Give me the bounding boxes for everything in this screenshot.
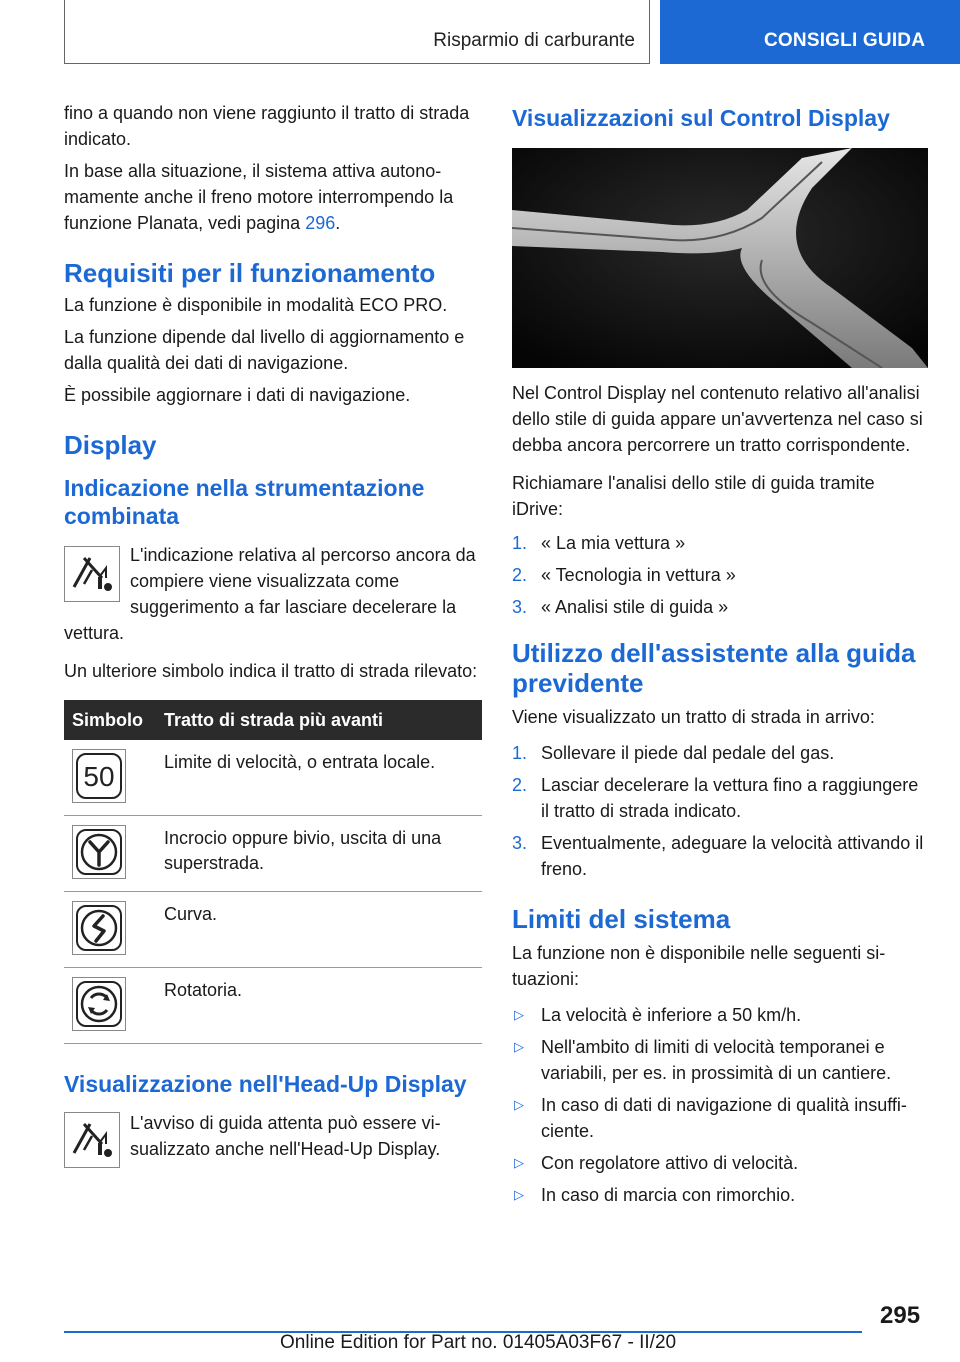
left-column [64, 100, 482, 1170]
table-row-description: Rotatoria. [164, 980, 243, 1000]
road-curve-image [512, 148, 928, 368]
table-row [64, 892, 482, 968]
control-display-paragraph-2: Richiamare l'analisi dello stile di guida tramite iDrive: [512, 473, 875, 519]
table-row [64, 740, 482, 816]
speed-limit-50-icon [72, 749, 126, 803]
page-number: 295 [880, 1302, 921, 1329]
list-text: Eventualmente, adeguare la velocità attivando il freno. [541, 833, 924, 879]
list-text: In caso di marcia con rimorchio. [541, 1185, 796, 1205]
list-number: 3. [512, 597, 528, 617]
table-row-description: Curva. [164, 904, 218, 924]
list-number: 3. [512, 833, 528, 853]
triangle-bullet-icon: ▷ [514, 1155, 524, 1170]
anticipatory-assist-icon [64, 1112, 120, 1168]
list-number: 2. [512, 565, 528, 585]
table-row-description: Limite di velocità, o entrata locale. [164, 752, 436, 772]
symbol-column-header: Simbolo [72, 710, 143, 730]
list-text: « Tecnologia in vettura » [541, 565, 736, 585]
intro-paragraph-1: fino a quando non viene raggiunto il tratto di strada indicato. [64, 103, 470, 149]
triangle-bullet-icon: ▷ [514, 1007, 524, 1022]
header-chapter-label: CONSIGLI GUIDA [764, 30, 926, 51]
requirements-paragraph-1: La funzione è disponibile in modalità ECO PRO. [64, 295, 448, 315]
roundabout-icon [72, 977, 126, 1031]
intro-paragraph-2-text: In base alla situazione, il sistema attiva autonomamente anche il freno motore interrompendo la funzione Planata, vedi pagina [64, 161, 454, 233]
hud-block [64, 1110, 482, 1162]
list-text: Nell'ambito di limiti di velocità temporanei e variabili, per es. in prossimità di un cantiere. [541, 1037, 892, 1083]
hud-heading: Visualizzazione nell'Head-Up Display [64, 1071, 467, 1097]
symbol-intro-paragraph: Un ulteriore simbolo indica il tratto di strada rilevato: [64, 661, 478, 681]
list-text: Lasciar decelerare la vettura fino a raggiungere il tratto di strada indicato. [541, 775, 919, 821]
page-link-296[interactable]: 296 [305, 213, 336, 233]
usage-paragraph: Viene visualizzato un tratto di strada in arrivo: [512, 707, 875, 727]
display-heading: Display [64, 430, 157, 460]
list-item [512, 1034, 930, 1086]
intro-paragraph-2 [64, 158, 482, 236]
system-limits-heading: Limiti del sistema [512, 904, 731, 934]
right-column [512, 100, 930, 1214]
requirements-heading: Requisiti per il funzionamento [64, 258, 436, 288]
header-chapter-tab[interactable] [660, 0, 960, 64]
control-display-heading: Visualizzazioni sul Control Display [512, 105, 890, 131]
header-section-title: Risparmio di carburante [433, 30, 635, 51]
list-text: Con regolatore attivo di velocità. [541, 1153, 799, 1173]
list-text: « La mia vettura » [541, 533, 686, 553]
list-item [512, 1182, 930, 1208]
intro-paragraph-2-end: . [335, 213, 341, 233]
list-text: Sollevare il piede dal pedale del gas. [541, 743, 835, 763]
list-item [512, 740, 930, 766]
system-limits-paragraph: La funzione non è disponibile nelle seguenti situazioni: [512, 943, 886, 989]
usage-steps-list [512, 740, 930, 882]
instrument-cluster-paragraph: L'indicazione relativa al percorso ancora da compiere viene visualizzata come suggerimento a far lasciare decelerare la vettura. [64, 545, 476, 643]
list-number: 1. [512, 533, 528, 553]
instrument-cluster-heading: Indicazione nella strumentazione combinata [64, 475, 425, 529]
description-column-header: Tratto di strada più avanti [164, 710, 384, 730]
symbol-table [64, 700, 482, 1044]
anticipatory-assist-icon [64, 546, 120, 602]
hud-paragraph: L'avviso di guida attenta può essere visualizzato anche nell'Head-Up Display. [130, 1113, 441, 1159]
requirements-paragraph-2: La funzione dipende dal livello di aggiornamento e dalla qualità dei dati di navigazione. [64, 327, 465, 373]
requirements-paragraph-3: È possibile aggiornare i dati di navigazione. [64, 385, 411, 405]
control-display-paragraph-1: Nel Control Display nel contenuto relativo all'analisi dello stile di guida appare un'avvertenza nel caso si debba ancora percorrere un tratto corrispondente. [512, 383, 923, 455]
instrument-cluster-block [64, 542, 482, 646]
triangle-bullet-icon: ▷ [514, 1187, 524, 1202]
list-item [512, 562, 930, 588]
list-item [512, 1092, 930, 1144]
triangle-bullet-icon: ▷ [514, 1039, 524, 1054]
triangle-bullet-icon: ▷ [514, 1097, 524, 1112]
list-item [512, 594, 930, 620]
list-item [512, 830, 930, 882]
list-item [512, 772, 930, 824]
list-number: 1. [512, 743, 528, 763]
list-number: 2. [512, 775, 528, 795]
list-item [512, 1150, 930, 1176]
junction-icon [72, 825, 126, 879]
list-item [512, 1002, 930, 1028]
list-text: La velocità è inferiore a 50 km/h. [541, 1005, 802, 1025]
table-row [64, 968, 482, 1044]
table-row [64, 816, 482, 892]
list-text: In caso di dati di navigazione di qualità insufficiente. [541, 1095, 907, 1141]
footer-edition: Online Edition for Part no. 01405A03F67 - II/20 [280, 1332, 677, 1353]
system-limits-list [512, 1002, 930, 1208]
speed-limit-value: 50 [83, 761, 115, 792]
curve-icon [72, 901, 126, 955]
idrive-steps-list [512, 530, 930, 620]
symbol-table-header [64, 700, 482, 740]
table-row-description: Incrocio oppure bivio, uscita di una superstrada. [164, 828, 442, 873]
usage-heading: Utilizzo dell'assistente alla guida previdente [512, 638, 916, 698]
header-section-box [64, 0, 650, 64]
list-text: « Analisi stile di guida » [541, 597, 729, 617]
list-item [512, 530, 930, 556]
